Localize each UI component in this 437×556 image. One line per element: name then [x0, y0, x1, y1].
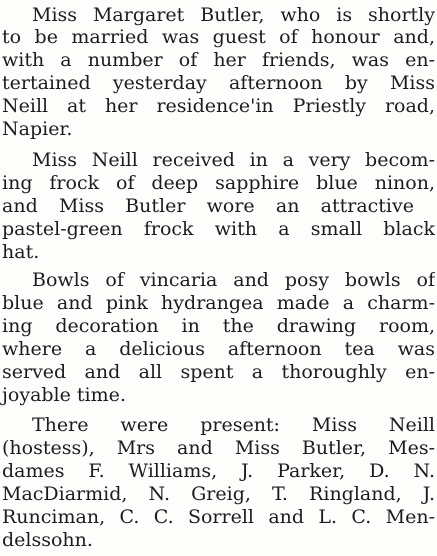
paragraph-3-line-1: Bowls of vincaria and posy bowls of [32, 269, 435, 291]
paragraph-4-line-5: Runciman, C. C. Sorrell and L. C. Men- [2, 506, 435, 528]
paragraph-4-line-2: (hostess), Mrs and Miss Butler, Mes- [2, 437, 435, 459]
paragraph-4-line-4: MacDiarmid, N. Greig, T. Ringland, J. [2, 483, 435, 505]
paragraph-3-line-2: blue and pink hydrangea made a charm- [2, 292, 435, 314]
paragraph-2-line-2: ing frock of deep sapphire blue ninon, [2, 172, 435, 194]
paragraph-1-line-5: Neill at her residence'in Priestly road, [2, 95, 435, 117]
paragraph-3-line-3: ing decoration in the drawing room, [2, 315, 435, 337]
paragraph-4-line-3: dames F. Williams, J. Parker, D. N. [2, 460, 435, 482]
paragraph-4-line-1: There were present: Miss Neill [32, 414, 435, 436]
paragraph-1-line-2: to be married was guest of honour and, [2, 26, 435, 48]
paragraph-3-line-4: where a delicious afternoon tea was [2, 338, 435, 360]
paragraph-1-line-1: Miss Margaret Butler, who is shortly [32, 4, 435, 26]
paragraph-2-line-5: hat. [2, 241, 40, 263]
paragraph-3-line-6: joyable time. [2, 384, 126, 406]
paragraph-2-line-3: and Miss Butler wore an attractive [2, 195, 414, 217]
paragraph-3-line-5: served and all spent a thoroughly en- [2, 361, 435, 383]
paragraph-2-line-1: Miss Neill received in a very becom- [32, 149, 435, 171]
paragraph-4-line-6: delssohn. [2, 529, 93, 551]
paragraph-2-line-4: pastel-green frock with a small black [2, 218, 435, 240]
paragraph-1-line-3: with a number of her friends, was en- [2, 49, 435, 71]
paragraph-1-line-4: tertained yesterday afternoon by Miss [2, 72, 435, 94]
paragraph-1-line-6: Napier. [2, 118, 73, 140]
